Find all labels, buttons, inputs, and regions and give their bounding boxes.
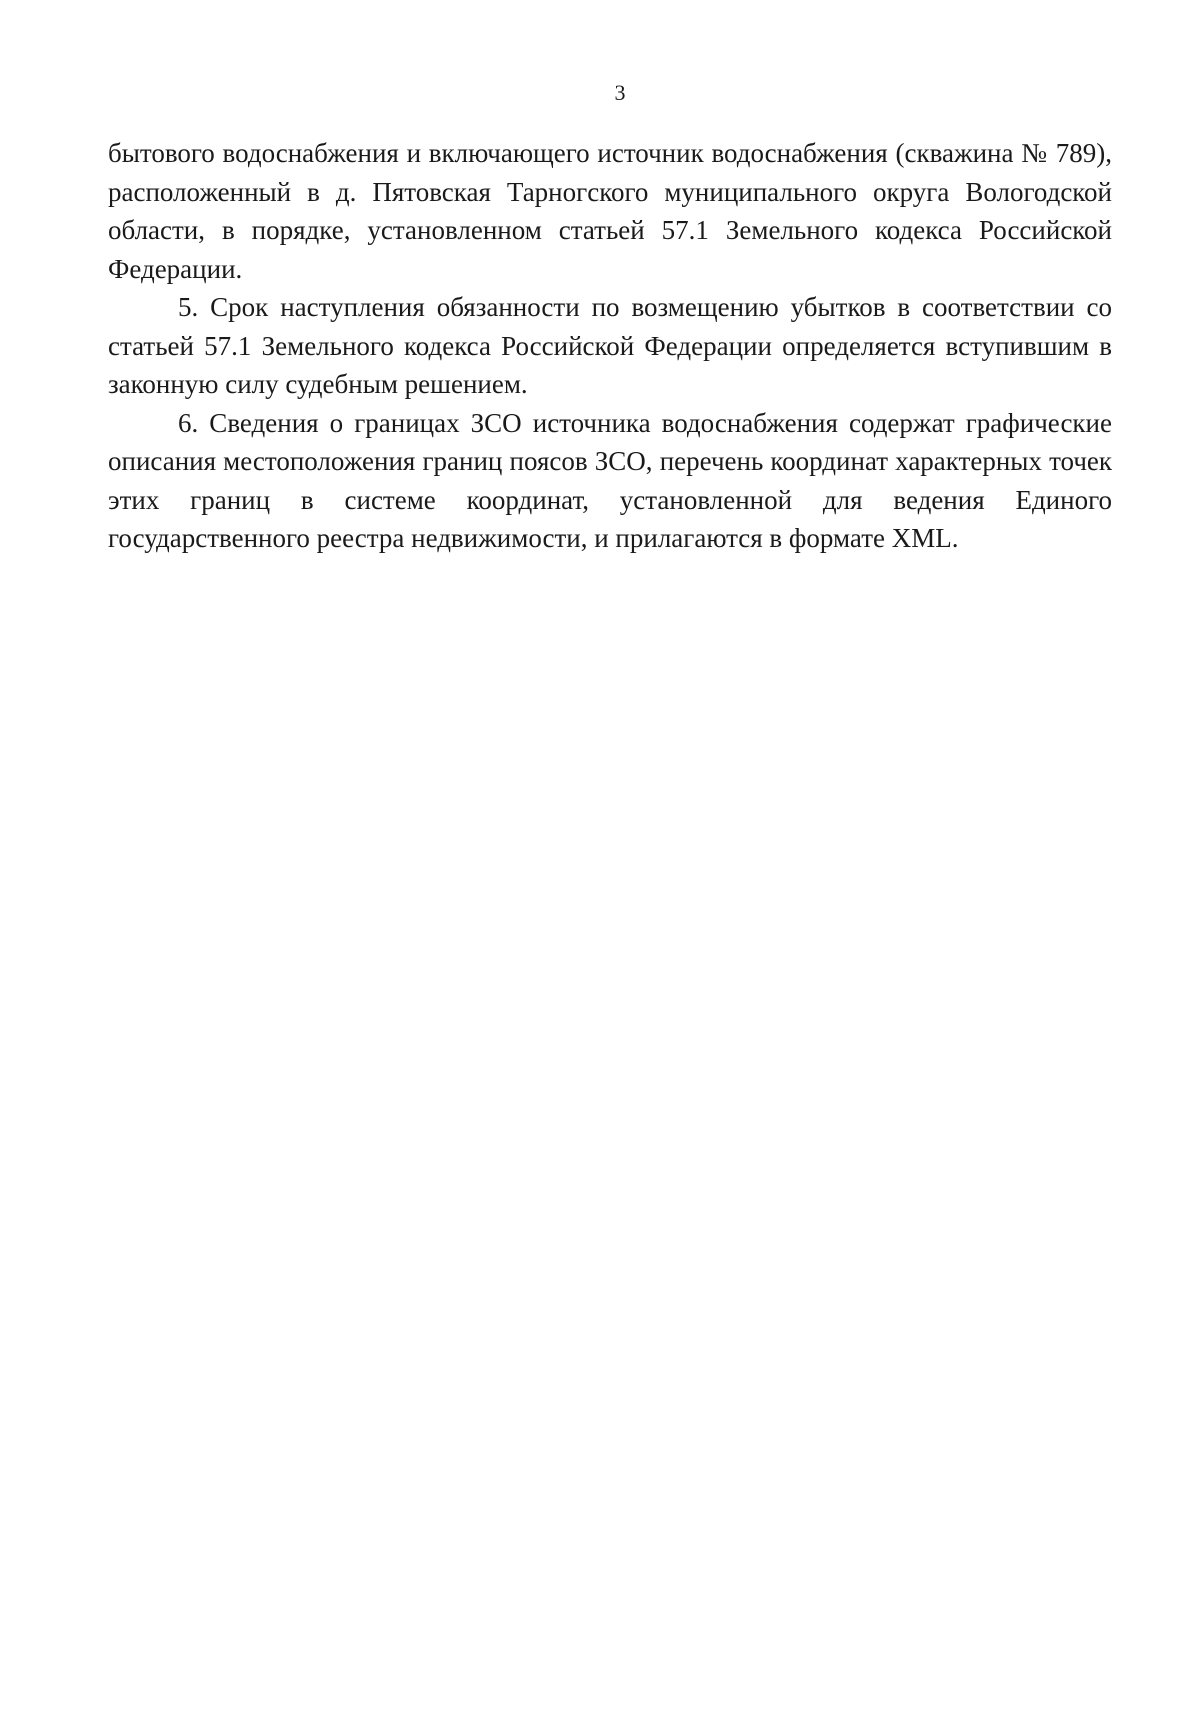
paragraph-5: 5. Срок наступления обязанности по возмещению убытков в соответствии со статьей 57.1 Земельного кодекса Российской Федерации определяется вступившим в законную силу судебным решением. (108, 292, 1112, 399)
paragraph-continuation: бытового водоснабжения и включающего источник водоснабжения (скважина № 789), расположенный в д. Пятовская Тарногского муниципального округа Вологодской области, в порядке, установленном статьей 57.1 Земельного кодекса Российской Федерации. (108, 138, 1112, 284)
document-body (108, 134, 1112, 558)
paragraph-6: 6. Сведения о границах ЗСО источника водоснабжения содержат графические описания местоположения границ поясов ЗСО, перечень координат характерных точек этих границ в системе координат, установленной для ведения Единого государственного реестра недвижимости, и прилагаются в формате XML. (108, 407, 1112, 553)
page-number: 3 (614, 80, 626, 105)
